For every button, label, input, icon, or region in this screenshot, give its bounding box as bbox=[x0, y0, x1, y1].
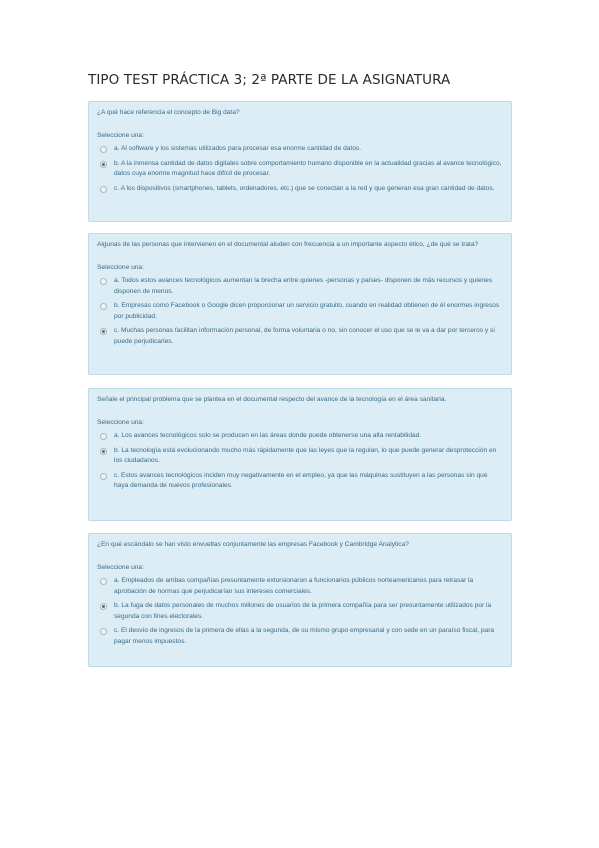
answer-option-a[interactable] bbox=[97, 576, 503, 597]
radio-button[interactable] bbox=[100, 186, 107, 193]
answer-option-b[interactable] bbox=[97, 301, 503, 322]
radio-button[interactable] bbox=[100, 578, 107, 585]
answer-option-b[interactable] bbox=[97, 446, 503, 467]
answer-text: a. Los avances tecnológicos solo se producen en las áreas donde puede obtenerse una alta rentabilidad. bbox=[114, 432, 422, 439]
answer-option-a[interactable] bbox=[97, 276, 503, 297]
question-text: Algunas de las personas que intervienen en el documental aluden con frecuencia a un importante aspecto ético, ¿de qué se trata? bbox=[97, 241, 479, 248]
answer-text: c. Muchas personas facilitan información personal, de forma voluntaria o no, sin conocer el uso que se le va a dar por terceros y si puede perjudicarles. bbox=[114, 327, 495, 345]
answer-text: b. A la inmensa cantidad de datos digitales sobre comportamiento humano disponible en la actualidad gracias al avance tecnológico, datos cuya enorme magnitud hace difícil de procesar. bbox=[114, 159, 502, 177]
radio-button[interactable] bbox=[100, 473, 107, 480]
radio-button[interactable] bbox=[100, 433, 107, 440]
radio-button-selected[interactable] bbox=[100, 448, 107, 455]
question-card-2 bbox=[88, 233, 512, 375]
answer-text: a. Al software y los sistemas utilizados para procesar esa enorme cantidad de datos. bbox=[114, 145, 362, 152]
answer-text: c. A los dispositivos (smartphones, tablets, ordenadores, etc.) que se conectan a la red y que generan esa gran cantidad de datos. bbox=[114, 184, 495, 192]
answer-option-b[interactable] bbox=[97, 601, 503, 622]
radio-button[interactable] bbox=[100, 278, 107, 285]
radio-button[interactable] bbox=[100, 146, 107, 153]
radio-button-selected[interactable] bbox=[100, 603, 107, 610]
answer-text: b. La fuga de datos personales de muchos millones de usuarios de la primera compañía para ser presuntamente utilizados por la segunda con fines electorales. bbox=[114, 602, 492, 620]
question-text: Señale el principal problema que se plantea en el documental respecto del avance de la tecnología en el área sanitaria. bbox=[97, 396, 447, 403]
select-label: Seleccione una: bbox=[97, 263, 144, 271]
answer-text: c. El desvío de ingresos de la primera de ellas a la segunda, de su mismo grupo empresarial y con sede en un paraíso fiscal, para pagar menos impuestos. bbox=[114, 627, 495, 645]
answer-option-b[interactable] bbox=[97, 159, 503, 180]
page-title: TIPO TEST PRÁCTICA 3; 2ª PARTE DE LA ASIGNATURA bbox=[88, 72, 451, 88]
answer-option-c[interactable] bbox=[97, 471, 503, 492]
answer-text: a. Empleados de ambas compañías presuntamente extorsionaron a funcionarios públicos norteamericanos para retrasar la aprobación de normas que perjudicarían sus intereses comerciales. bbox=[114, 577, 474, 595]
answer-option-a[interactable] bbox=[97, 431, 503, 442]
answer-text: b. La tecnología está evolucionando mucho más rápidamente que las leyes que la regulan, lo que puede generar desprotección en los ciudadanos. bbox=[114, 446, 497, 464]
answer-option-a[interactable] bbox=[97, 144, 503, 155]
answer-option-c[interactable] bbox=[97, 626, 503, 647]
select-label: Seleccione una: bbox=[97, 563, 144, 571]
question-card-4 bbox=[88, 533, 512, 667]
answer-text: b. Empresas como Facebook o Google dicen proporcionar un servicio gratuito, cuando en realidad obtienen de él enormes ingresos por publicidad. bbox=[114, 302, 500, 320]
select-label: Seleccione una: bbox=[97, 418, 144, 426]
radio-button-selected[interactable] bbox=[100, 161, 107, 168]
answer-text: c. Estos avances tecnológicos inciden muy negativamente en el empleo, ya que las máquinas sustituyen a las personas sin que haya demanda de nuevos profesionales. bbox=[114, 471, 488, 489]
radio-button-selected[interactable] bbox=[100, 328, 107, 335]
answer-option-c[interactable] bbox=[97, 326, 503, 347]
answer-option-c[interactable] bbox=[97, 184, 503, 195]
question-text: ¿A qué hace referencia el concepto de Big data? bbox=[97, 109, 240, 116]
question-card-3 bbox=[88, 388, 512, 521]
radio-button[interactable] bbox=[100, 628, 107, 635]
answer-text: a. Todos estos avances tecnológicos aumentan la brecha entre quienes -personas y países- disponen de más recursos y quienes disponen de menos. bbox=[114, 277, 493, 295]
question-card-1 bbox=[88, 101, 512, 222]
question-text: ¿En qué escándalo se han visto envueltas conjuntamente las empresas Facebook y Cambridge Analytica? bbox=[97, 541, 409, 548]
radio-button[interactable] bbox=[100, 303, 107, 310]
select-label: Seleccione una: bbox=[97, 131, 144, 139]
